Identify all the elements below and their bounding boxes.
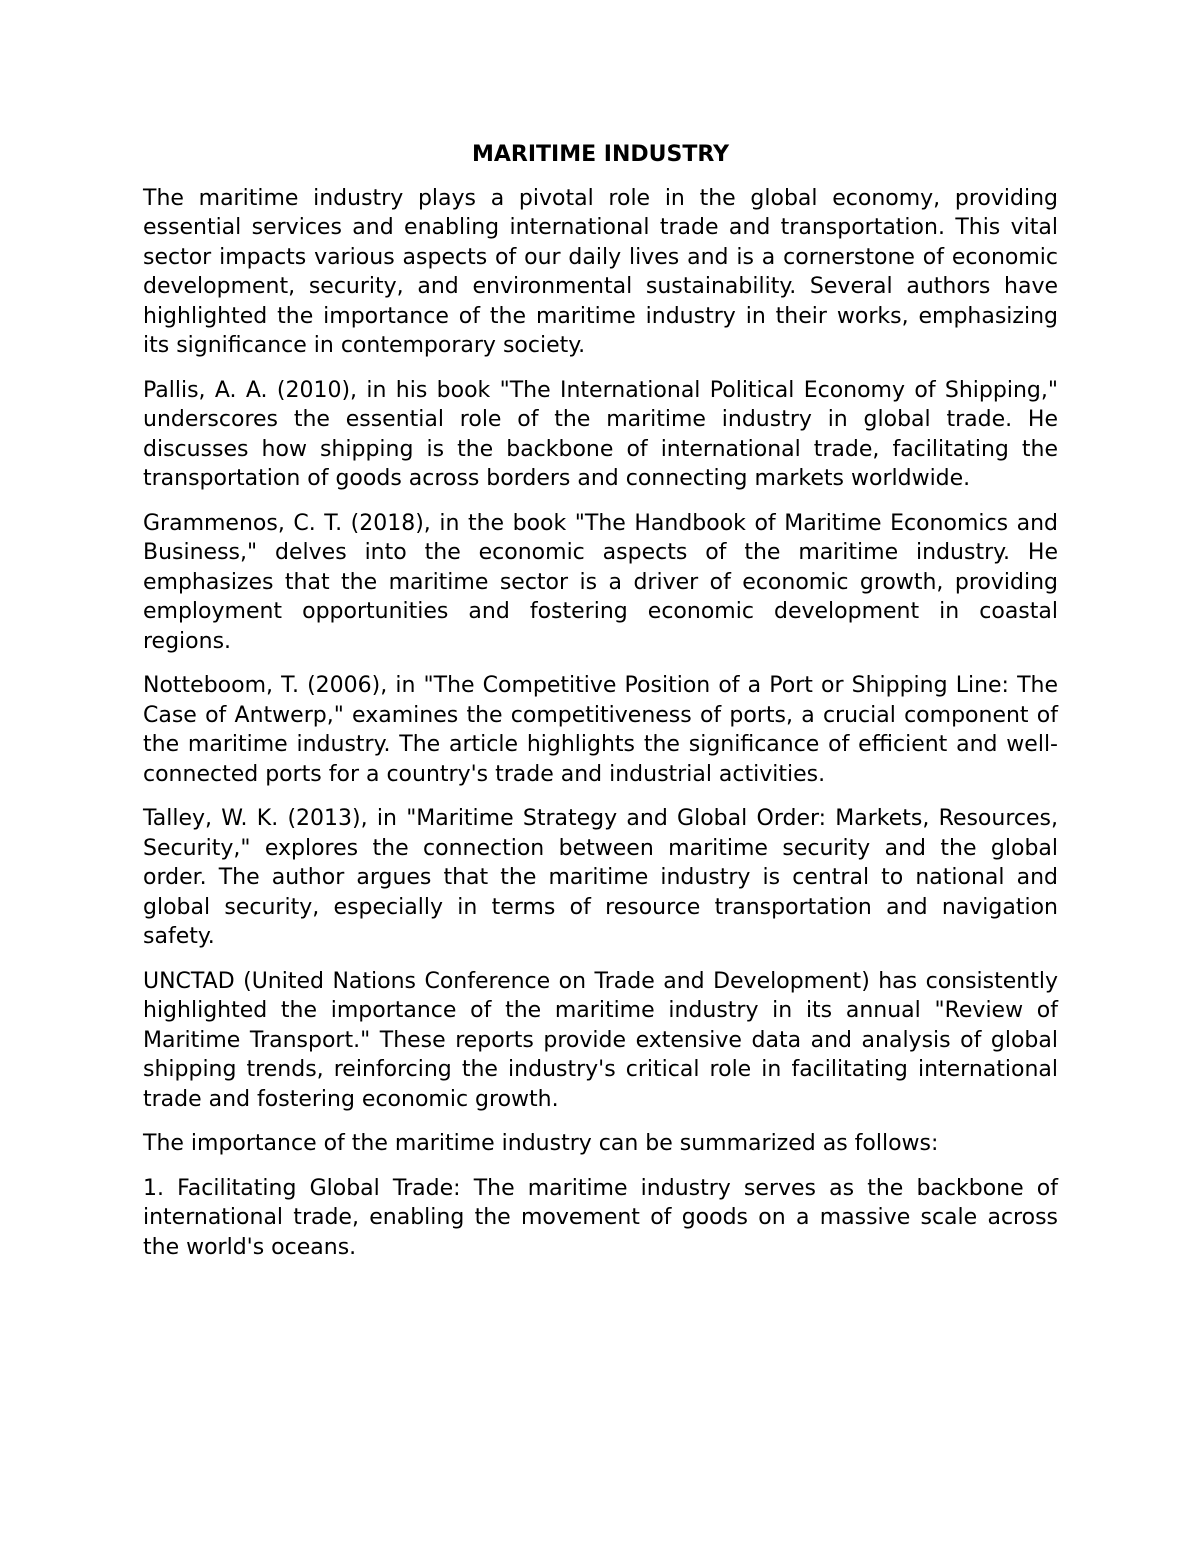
list-item-global-trade: 1. Facilitating Global Trade: The maritime industry serves as the backbone of international trade, enabling the movement of goods on a massive scale across the world's oceans. bbox=[143, 1175, 1058, 1260]
document-title: MARITIME INDUSTRY bbox=[471, 142, 730, 167]
document-body bbox=[143, 140, 1058, 1277]
paragraph-grammenos: Grammenos, C. T. (2018), in the book "The Handbook of Maritime Economics and Business," delves into the economic aspects of the maritime industry. He emphasizes that the maritime sector is a driver of economic growth, providing employment opportunities and fostering economic development in coastal regions. bbox=[143, 510, 1058, 654]
paragraph-pallis: Pallis, A. A. (2010), in his book "The International Political Economy of Shipping," underscores the essential role of the maritime industry in global trade. He discusses how shipping is the backbone of international trade, facilitating the transportation of goods across borders and connecting markets worldwide. bbox=[143, 377, 1058, 491]
paragraph-talley: Talley, W. K. (2013), in "Maritime Strategy and Global Order: Markets, Resources, Security," explores the connection between maritime security and the global order. The author argues that the maritime industry is central to national and global security, especially in terms of resource transportation and navigation safety. bbox=[143, 806, 1058, 949]
paragraph-intro: The maritime industry plays a pivotal role in the global economy, providing essential services and enabling international trade and transportation. This vital sector impacts various aspects of our daily lives and is a cornerstone of economic development, security, and environmental sustainability. Several authors have highlighted the importance of the maritime industry in their works, emphasizing its significance in contemporary society. bbox=[143, 185, 1058, 358]
paragraph-notteboom: Notteboom, T. (2006), in "The Competitive Position of a Port or Shipping Line: The Case of Antwerp," examines the competitiveness of ports, a crucial component of the maritime industry. The article highlights the significance of efficient and well-connected ports for a country's trade and industrial activities. bbox=[143, 673, 1058, 787]
paragraph-summary-intro: The importance of the maritime industry can be summarized as follows: bbox=[143, 1131, 939, 1156]
paragraph-unctad: UNCTAD (United Nations Conference on Trade and Development) has consistently highlighted the importance of the maritime industry in its annual "Review of Maritime Transport." These reports provide extensive data and analysis of global shipping trends, reinforcing the industry's critical role in facilitating international trade and fostering economic growth. bbox=[143, 968, 1058, 1112]
